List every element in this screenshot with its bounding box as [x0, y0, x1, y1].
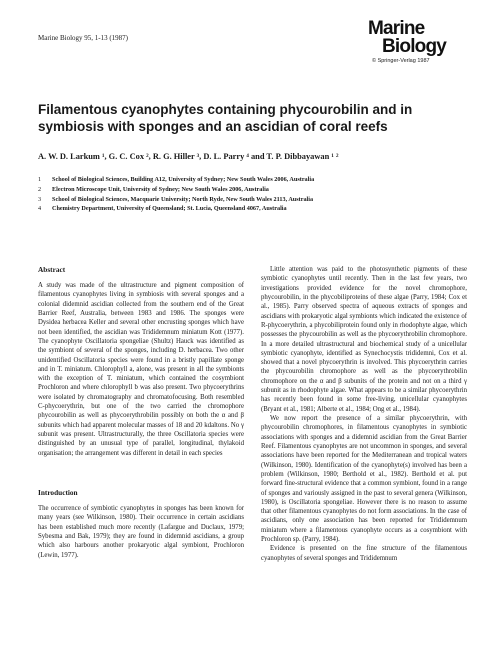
affiliation-item: [38, 186, 468, 193]
affiliation-marker: 3: [38, 195, 42, 203]
affiliation-text: Chemistry Department, University of Queensland; St. Lucia, Queensland 4067, Australia: [52, 205, 287, 213]
logo-word-marine: Marine: [368, 18, 425, 39]
body-paragraph-2: We now report the presence of a similar phycoerythrin, with phycourobilin chromophores, in filamentous cyanophytes in symbiotic associations with sponges and a didemnid ascidian from the Great Barrier Reef. Filamentous cyanophytes are not uncommon in sponges, and several associations have been reported for the Mediterranean and tropical waters (Wilkinson, 1980). Identification of the cyanophyte(s) involved has been a problem (Wilkinson, 1980; Berthold et al., 1982). Berthold et al. put forward fine-structural evidence that a common symbiont, found in a range of sponges and variously assigned in the past to several genera (Wilkinson, 1980), is Oscillatoria spongeliae. However there is no reason to assume that other filamentous cyanophytes do not form associations. In the case of ascidians, only one association has been reported for Trididemnum miniatum where a filamentous cyanophyte occurs as a cosymbiont with Prochloron sp. (Parry, 1984).: [261, 415, 467, 544]
journal-logo: [368, 20, 464, 64]
affiliation-text: Electron Microscope Unit, University of Sydney; New South Wales 2006, Australia: [52, 185, 269, 193]
logo-word-biology: Biology: [382, 36, 447, 57]
affiliation-item: [38, 205, 468, 212]
author-list: A. W. D. Larkum ¹, G. C. Cox ², R. G. Hiller ³, D. L. Parry ⁴ and T. P. Dibbayawan ¹ ²: [38, 152, 339, 161]
affiliation-text: School of Biological Sciences, Macquarie University; North Ryde, New South Wales 2113, Australia: [52, 195, 314, 203]
article-title: Filamentous cyanophytes containing phycourobilin and in symbiosis with sponges and an ascidian of coral reefs: [38, 102, 413, 134]
introduction-heading: Introduction: [38, 487, 78, 497]
right-column: [261, 265, 467, 563]
affiliation-marker: 4: [38, 205, 42, 213]
journal-reference: Marine Biology 95, 1-13 (1987): [38, 34, 129, 42]
abstract-heading: Abstract: [38, 265, 66, 274]
abstract-text: A study was made of the ultrastructure and pigment composition of filamentous cyanophytes living in symbiosis with several sponges and a colonial didemnid ascidian collected from the southern end of the Great Barrier Reef, Australia, between 1983 and 1986. The sponges were Dysidea herbacea Keller and several other encrusting sponges which have not been identified, the ascidian was Trididemnum miniatum Kott (1977). The cyanophyte Oscillatoria spongeliae (Shultz) Hauck was identified as the symbiont of several of the sponges, including D. herbacea. Two other unidentified Oscillatoria species were found in a bristly papillate sponge and in T. miniatum. Chlorophyll a, alone, was present in all the symbionts with the exception of T. miniatum, which contained the cosymbiont Prochloron and where chlorophyll b was also present. Two phycoerythrins were isolated by chromatography and chromatofocusing. Both resembled C-phycoerythrin, but one of the two carried the chromophore phycourobilin as well as phycoerythrobilin possibly on both the α and β subunits which had apparent molecular masses of 18 and 20 kdaltons. No γ subunit was present. Ultrastructurally, the three Oscillatoria species were distinguished by an unusual type of parallel, longitudinal, thylakoid organisation; the arrangement was different in detail in each species: [38, 282, 244, 457]
introduction-paragraph: The occurrence of symbiotic cyanophytes in sponges has been known for many years (see Wilkinson, 1980). Their occurrence in certain ascidians has been established much more recently (Lafargue and Duclaux, 1979; Sybesma and Bak, 1979); they are found in didemnid ascidians, a group which also harbours another prokaryotic algal symbiont, Prochloron (Lewin, 1977).: [38, 504, 244, 559]
copyright-notice: © Springer-Verlag 1987: [372, 58, 430, 64]
affiliation-text: School of Biological Sciences, Building A12, University of Sydney; New South Wales 2006, Australia: [52, 176, 315, 183]
affiliation-list: [38, 176, 468, 215]
affiliation-marker: 2: [38, 185, 42, 193]
affiliation-item: [38, 196, 468, 203]
body-paragraph-1: Little attention was paid to the photosynthetic pigments of these symbiotic cyanophytes until recently. Then in the last few years, two investigations provided evidence for the novel chromophore, phycourobilin, in the phycobiliproteins of these algae (Parry, 1984; Cox et al., 1985). Parry observed spectra of aqueous extracts of sponges and ascidians with prokaryotic algal symbionts which indicated the existence of R-phycoerythrin, a phycobiliprotein found only in rhodophyte algae, which possesses the phycourobilin as well as the phycoerythrobilin chromophore. In a more detailed ultrastructural and biochemical study of a unicellular symbiotic cyanophyte, identified as Synechocystis trididemni, Cox et al. showed that a novel phycoerythrin is involved. This phycoerythrin carries the phycourobilin chromophore as well as the phycoerythrobilin chromophore on the α and β subunits of the protein and not on a third γ subunit as in rhodophyte algae. What appears to be a similar phycoerythrin has recently been found in some free-living, unicellular cyanophytes (Bryant et al., 1981; Alberte et al., 1984; Ong et al., 1984).: [261, 266, 467, 413]
left-column: [38, 265, 244, 560]
body-paragraph-3: Evidence is presented on the fine structure of the filamentous cyanophytes of several sponges and Trididemnum: [261, 545, 467, 562]
affiliation-marker: 1: [38, 176, 42, 183]
affiliation-item: [38, 176, 468, 183]
